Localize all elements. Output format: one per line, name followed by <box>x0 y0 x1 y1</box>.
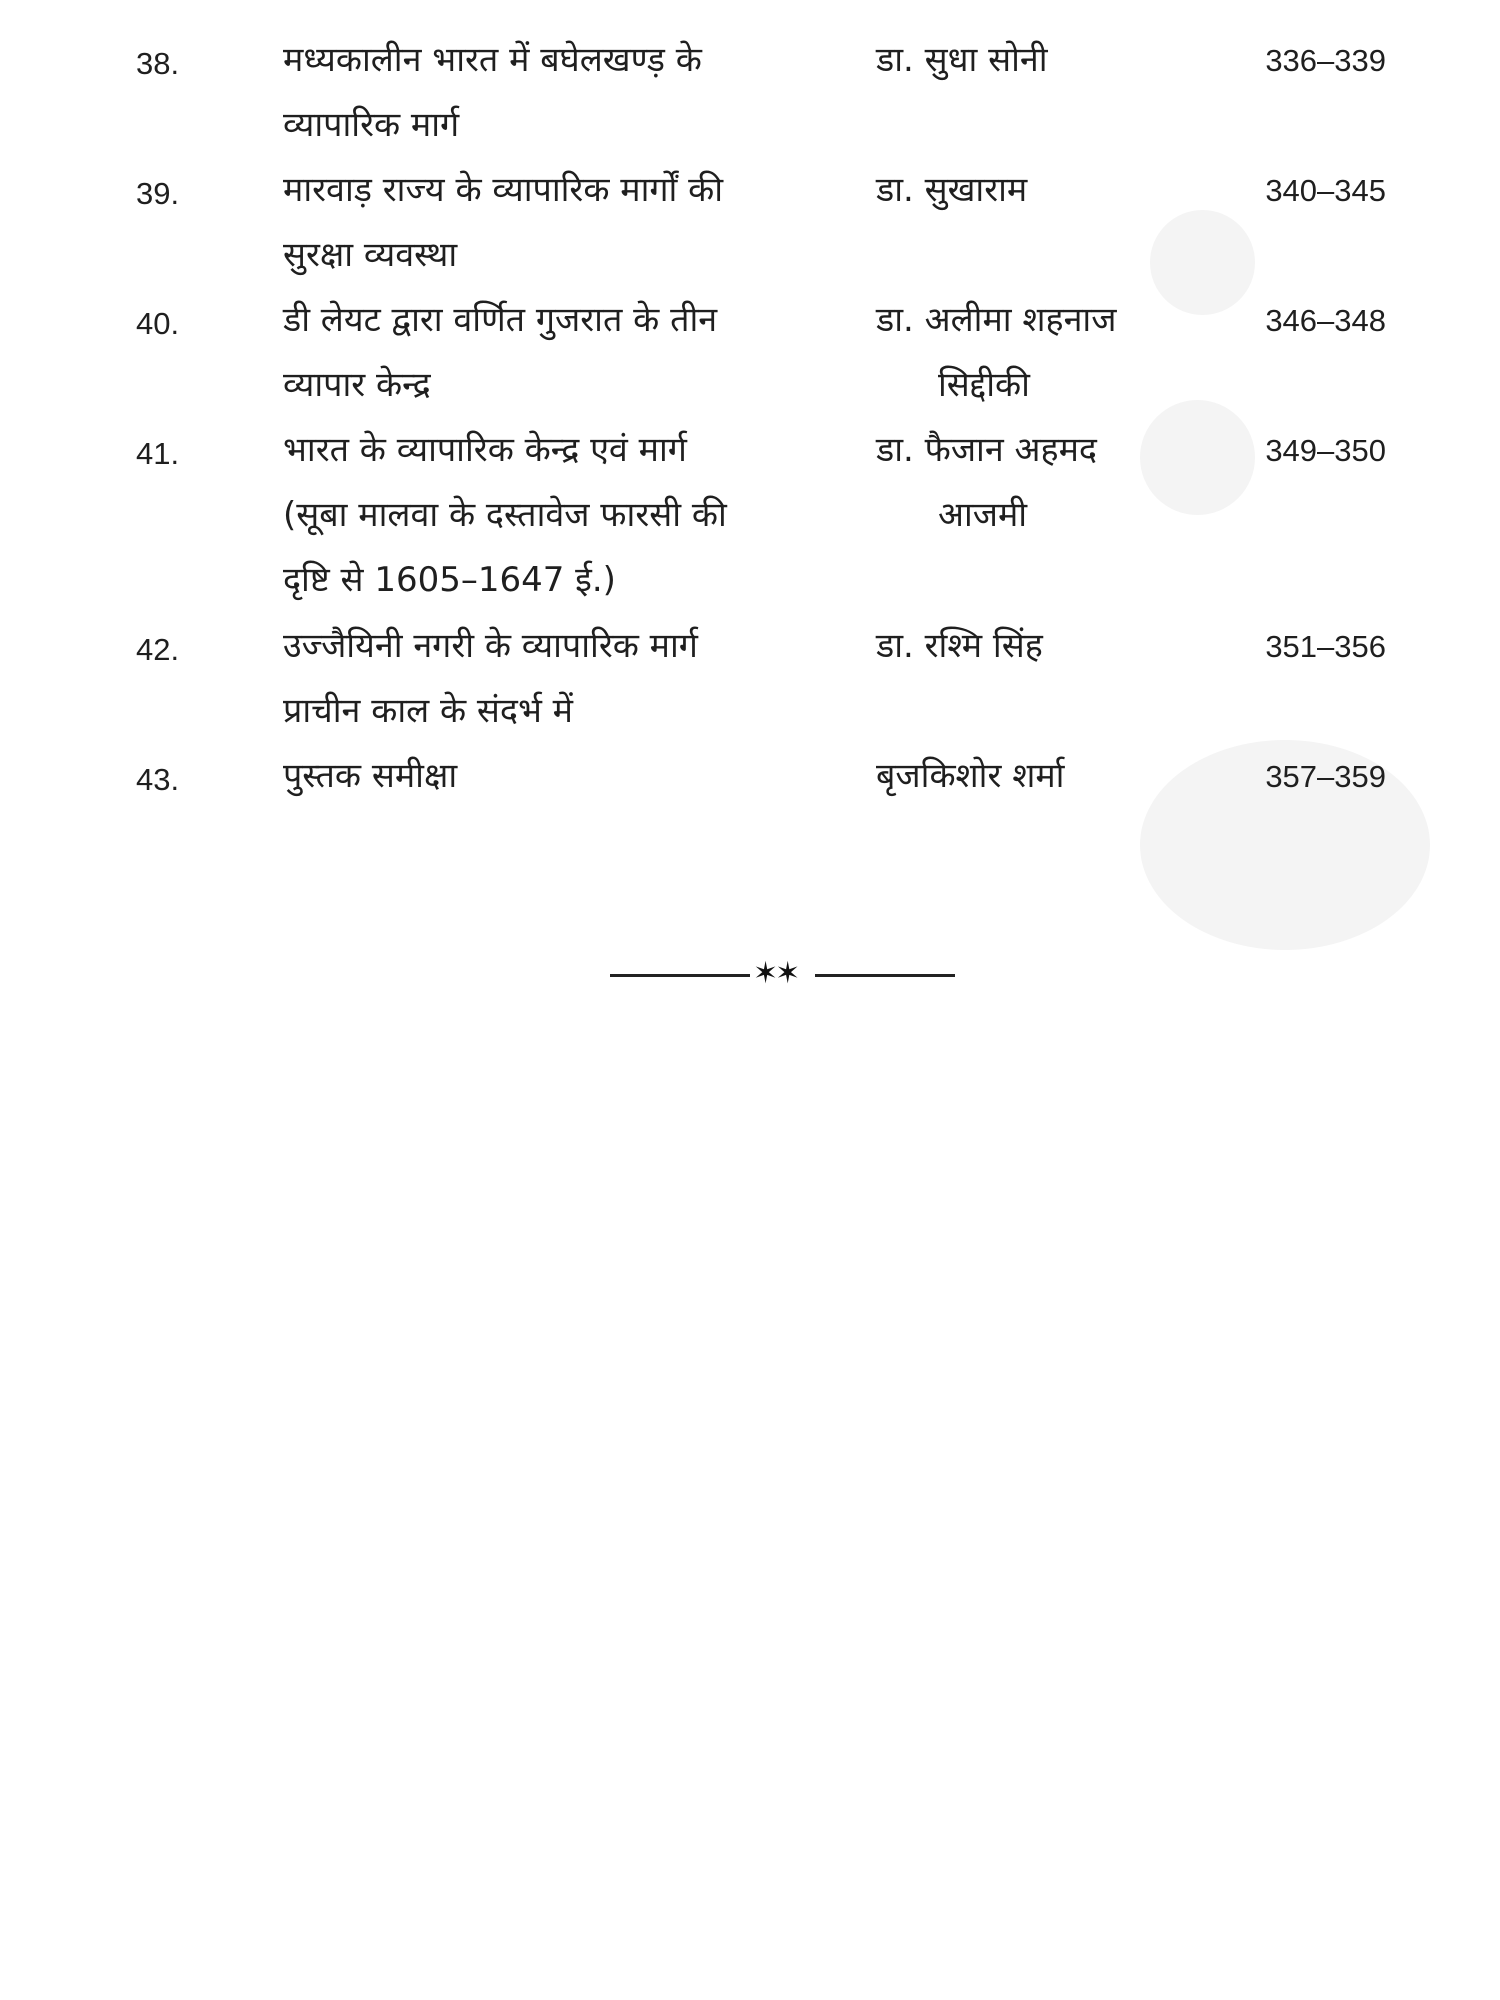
entry-author <box>876 418 1206 548</box>
entry-pages: 357–359 <box>1265 759 1386 794</box>
entry-author <box>876 614 1206 679</box>
entry-title <box>283 744 843 809</box>
entry-author <box>876 158 1206 223</box>
entry-title-line: पुस्तक समीक्षा <box>283 756 458 796</box>
entry-author-line: सिद्दीकी <box>938 365 1030 405</box>
entry-title-line: सुरक्षा व्यवस्था <box>283 235 458 275</box>
entry-title-line: (सूबा मालवा के दस्तावेज फारसी की <box>283 495 727 535</box>
entry-title-line: व्यापारिक मार्ग <box>283 105 460 145</box>
separator-dash-left <box>610 974 750 977</box>
entry-author-line: डा. फैजान अहमद <box>876 430 1097 470</box>
entry-title-line: उज्जैयिनी नगरी के व्यापारिक मार्ग <box>283 626 698 666</box>
entry-title <box>283 614 843 744</box>
entry-author <box>876 288 1206 418</box>
entry-title <box>283 158 843 288</box>
entry-author-line: आजमी <box>938 495 1028 535</box>
entry-author <box>876 744 1206 809</box>
entry-author-line: डा. सुखाराम <box>876 170 1028 210</box>
entry-author-line: डा. रश्मि सिंह <box>876 626 1043 666</box>
entry-title-line: दृष्टि से 1605–1647 ई.) <box>283 560 616 600</box>
entry-pages: 349–350 <box>1265 433 1386 468</box>
separator-dash-right <box>815 974 955 977</box>
entry-title-line: डी लेयट द्वारा वर्णित गुजरात के तीन <box>283 300 718 340</box>
entry-title <box>283 288 843 418</box>
entry-number: 38. <box>136 46 180 81</box>
separator-stars: ✶✶ <box>753 956 798 991</box>
entry-pages: 340–345 <box>1265 173 1386 208</box>
entry-author-line: बृजकिशोर शर्मा <box>876 756 1065 796</box>
entry-number: 43. <box>136 762 180 797</box>
entry-author-line: डा. सुधा सोनी <box>876 40 1048 80</box>
entry-title-line: मारवाड़ राज्य के व्यापारिक मार्गों की <box>283 170 724 210</box>
entry-title <box>283 28 843 158</box>
entry-author-line: डा. अलीमा शहनाज <box>876 300 1117 340</box>
entry-title-line: व्यापार केन्द्र <box>283 365 431 405</box>
entry-pages: 346–348 <box>1265 303 1386 338</box>
entry-pages: 351–356 <box>1265 629 1386 664</box>
entry-number: 40. <box>136 306 180 341</box>
entry-title-line: मध्यकालीन भारत में बघेलखण्ड़ के <box>283 40 702 80</box>
entry-number: 41. <box>136 436 180 471</box>
entry-title-line: भारत के व्यापारिक केन्द्र एवं मार्ग <box>283 430 687 470</box>
entry-number: 42. <box>136 632 180 667</box>
end-separator <box>610 956 950 991</box>
entry-number: 39. <box>136 176 180 211</box>
entry-author <box>876 28 1206 93</box>
entry-title-line: प्राचीन काल के संदर्भ में <box>283 691 574 731</box>
entry-title <box>283 418 843 613</box>
entry-pages: 336–339 <box>1265 43 1386 78</box>
